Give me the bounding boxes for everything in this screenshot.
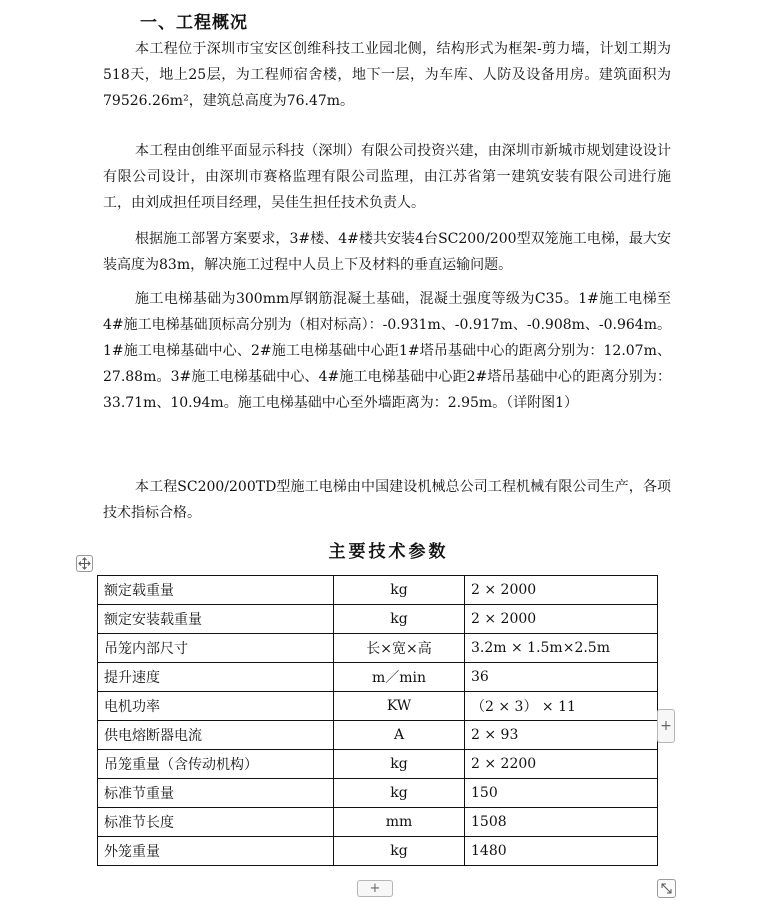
param-name-cell: 供电熔断器电流 [98,721,334,750]
paragraph-project-parties: 本工程由创维平面显示科技（深圳）有限公司投资兴建，由深圳市新城市规划建设设计有限公司设计，由深圳市赛格监理有限公司监理，由江苏省第一建筑安装有限公司进行施工，由刘成担任项目经理，吴佳生担任技术负责人。 [103,143,671,211]
param-value-cell: 1480 [465,837,658,866]
table-row [98,808,658,837]
param-value-cell: 36 [465,663,658,692]
add-column-icon[interactable]: + [657,709,675,743]
table-row [98,634,658,663]
param-value-cell: 150 [465,779,658,808]
param-unit-cell: KW [334,692,465,721]
param-value-cell: 2 × 2200 [465,750,658,779]
param-unit-cell: kg [334,779,465,808]
add-row-icon[interactable]: + [357,880,393,897]
table-row [98,692,658,721]
table-row [98,576,658,605]
table-row [98,779,658,808]
param-name-cell: 额定安装载重量 [98,605,334,634]
move-handle-icon[interactable] [76,555,93,572]
param-unit-cell: mm [334,808,465,837]
table-row [98,750,658,779]
resize-handle-icon[interactable] [657,879,676,898]
param-name-cell: 额定载重量 [98,576,334,605]
table-row [98,837,658,866]
param-value-cell: （2 × 3） × 11 [465,692,658,721]
param-name-cell: 电机功率 [98,692,334,721]
technical-parameters-table [97,575,658,866]
param-name-cell: 标准节长度 [98,808,334,837]
param-name-cell: 吊笼重量（含传动机构） [98,750,334,779]
param-unit-cell: kg [334,837,465,866]
param-unit-cell: A [334,721,465,750]
table-row [98,721,658,750]
param-unit-cell: 长×宽×高 [334,634,465,663]
param-value-cell: 2 × 2000 [465,605,658,634]
paragraph-project-location: 本工程位于深圳市宝安区创维科技工业园北侧，结构形式为框架-剪力墙，计划工期为518天，地上25层，为工程师宿舍楼，地下一层，为车库、人防及设备用房。建筑面积为79526.26m²，建筑总高度为76.47m。 [103,41,671,109]
param-name-cell: 提升速度 [98,663,334,692]
param-unit-cell: kg [334,576,465,605]
paragraph-elevator-foundation: 施工电梯基础为300mm厚钢筋混凝土基础，混凝土强度等级为C35。1#施工电梯至4#施工电梯基础顶标高分别为（相对标高）：-0.931m、-0.917m、-0.908m、-0.964m。1#施工电梯基础中心、2#施工电梯基础中心距1#塔吊基础中心的距离分别为：12.07m、27.88m。3#施工电梯基础中心、4#施工电梯基础中心距2#塔吊基础中心的距离分别为：33.71m、10.94m。施工电梯基础中心至外墙距离为：2.95m。（详附图1） [103,291,671,411]
param-value-cell: 1508 [465,808,658,837]
table-row [98,663,658,692]
paragraph-elevator-manufacturer: 本工程SC200/200TD型施工电梯由中国建设机械总公司工程机械有限公司生产，各项技术指标合格。 [103,479,671,521]
param-unit-cell: m／min [334,663,465,692]
param-name-cell: 标准节重量 [98,779,334,808]
section-heading: 一、工程概况 [140,13,248,33]
param-unit-cell: kg [334,605,465,634]
paragraph-elevator-installation: 根据施工部署方案要求，3#楼、4#楼共安装4台SC200/200型双笼施工电梯，最大安装高度为83m，解决施工过程中人员上下及材料的垂直运输问题。 [103,231,671,273]
table-title: 主要技术参数 [328,542,449,562]
param-name-cell: 吊笼内部尺寸 [98,634,334,663]
param-value-cell: 2 × 2000 [465,576,658,605]
param-value-cell: 3.2m × 1.5m×2.5m [465,634,658,663]
param-value-cell: 2 × 93 [465,721,658,750]
param-unit-cell: kg [334,750,465,779]
table-row [98,605,658,634]
param-name-cell: 外笼重量 [98,837,334,866]
